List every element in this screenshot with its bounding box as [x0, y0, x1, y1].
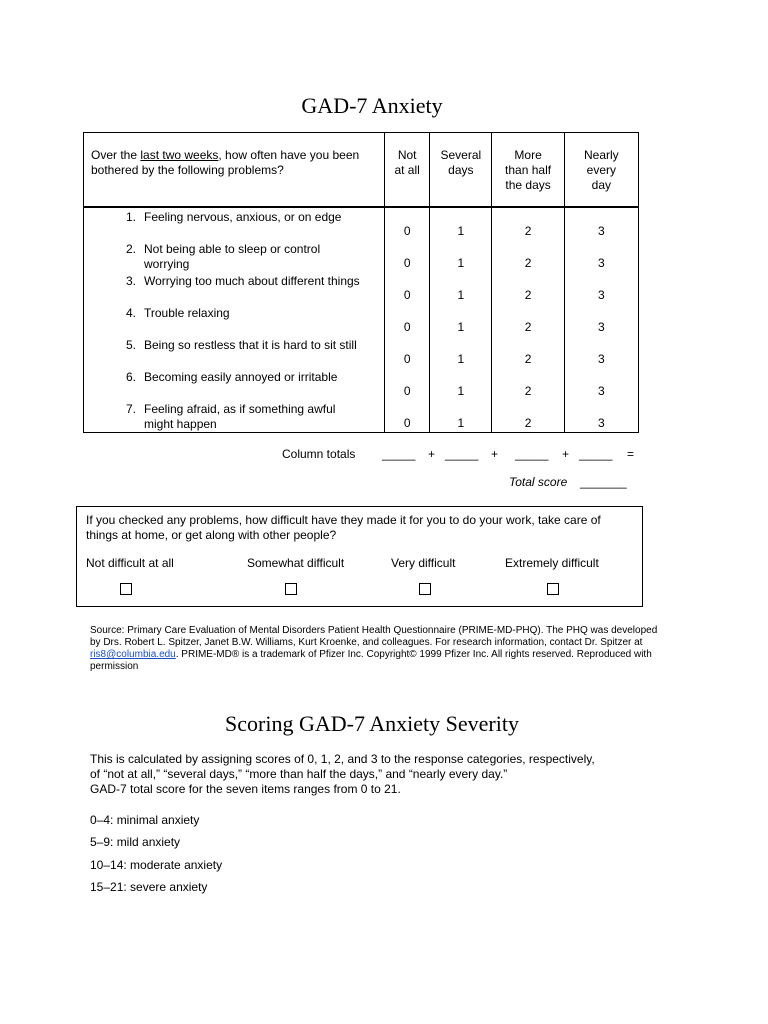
item-label: Being so restless that it is hard to sit still: [144, 338, 357, 352]
item-number: 2.: [125, 242, 136, 256]
item-question: [84, 336, 385, 368]
difficulty-option-not-difficult: Not difficult at all: [86, 556, 174, 570]
item-question: [84, 368, 385, 400]
score-option[interactable]: 0: [385, 336, 430, 368]
score-option[interactable]: 0: [385, 240, 430, 272]
score-option[interactable]: 3: [564, 400, 638, 433]
checkbox-not-difficult[interactable]: [120, 583, 132, 595]
item-question: [84, 272, 385, 304]
score-option[interactable]: 0: [385, 368, 430, 400]
plus-sign: +: [428, 447, 436, 461]
checkbox-very-difficult[interactable]: [419, 583, 431, 595]
score-option[interactable]: 1: [430, 304, 492, 336]
item-number: 3.: [125, 274, 136, 288]
score-option[interactable]: 0: [385, 272, 430, 304]
score-option[interactable]: 2: [492, 272, 564, 304]
difficulty-question: If you checked any problems, how difficult have they made it for you to do your work, take care of things at home, or get along with other people?: [86, 513, 601, 542]
email-link[interactable]: ris8@columbia.edu: [90, 649, 176, 660]
score-option[interactable]: 2: [492, 207, 564, 240]
table-row: [84, 240, 639, 272]
score-option[interactable]: 2: [492, 368, 564, 400]
severity-moderate: 10–14: moderate anxiety: [90, 858, 223, 872]
source-note: Source: Primary Care Evaluation of Mental Disorders Patient Health Questionnaire (PRIME-MD-PHQ). The PHQ was developed by Drs. Robert L. Spitzer, Janet B.W. Williams, Kurt Kroenke, and colleagues. For research information, contact Dr. Spitzer at ris8@columbia.edu. PRIME-MD® is a trademark of Pfizer Inc. Copyright© 1999 Pfizer Inc. All rights reserved. Reproduced with permission: [90, 625, 658, 672]
difficulty-option-somewhat: Somewhat difficult: [247, 556, 345, 570]
column-total-blank[interactable]: _____: [515, 447, 549, 461]
score-option[interactable]: 1: [430, 240, 492, 272]
column-header-several-days: Several days: [430, 133, 492, 208]
column-header-not-at-all: Not at all: [385, 133, 430, 208]
score-option[interactable]: 0: [385, 207, 430, 240]
column-header-nearly-every-day: Nearly every day: [564, 133, 638, 208]
scoring-title: Scoring GAD-7 Anxiety Severity: [225, 711, 519, 736]
table-row: [84, 336, 639, 368]
severity-minimal: 0–4: minimal anxiety: [90, 813, 200, 827]
table-header-row: [84, 133, 639, 208]
score-option[interactable]: 3: [564, 240, 638, 272]
score-option[interactable]: 2: [492, 336, 564, 368]
score-option[interactable]: 2: [492, 304, 564, 336]
score-option[interactable]: 3: [564, 207, 638, 240]
column-total-blank[interactable]: _____: [445, 447, 479, 461]
difficulty-option-extremely: Extremely difficult: [505, 556, 599, 570]
last-two-weeks-text: last two weeks: [140, 148, 219, 162]
total-score-label: Total score: [509, 475, 568, 489]
checkbox-somewhat-difficult[interactable]: [285, 583, 297, 595]
table-row: [84, 304, 639, 336]
item-label: Not being able to sleep or control worrying: [144, 242, 321, 271]
item-question: [84, 240, 385, 272]
total-score-blank[interactable]: _______: [580, 475, 627, 489]
score-option[interactable]: 1: [430, 368, 492, 400]
severity-severe: 15–21: severe anxiety: [90, 880, 208, 894]
item-number: 1.: [125, 210, 136, 224]
score-option[interactable]: 3: [564, 304, 638, 336]
item-label: Feeling nervous, anxious, or on edge: [144, 210, 342, 224]
score-option[interactable]: 1: [430, 400, 492, 433]
item-question: [84, 400, 385, 433]
item-number: 6.: [125, 370, 136, 384]
score-option[interactable]: 1: [430, 207, 492, 240]
item-question: [84, 207, 385, 240]
column-total-blank[interactable]: _____: [382, 447, 416, 461]
question-header: Over the last two weeks, how often have you been bothered by the following problems?: [84, 133, 385, 208]
gad7-table: [83, 132, 639, 433]
item-label: Becoming easily annoyed or irritable: [144, 370, 338, 384]
score-option[interactable]: 3: [564, 272, 638, 304]
difficulty-box: [76, 506, 643, 607]
score-option[interactable]: 3: [564, 368, 638, 400]
table-row: [84, 400, 639, 433]
score-option[interactable]: 2: [492, 400, 564, 433]
score-option[interactable]: 0: [385, 304, 430, 336]
plus-sign: +: [562, 447, 570, 461]
page-title: GAD-7 Anxiety: [301, 93, 443, 118]
equals-sign: =: [627, 447, 635, 461]
column-total-blank[interactable]: _____: [579, 447, 613, 461]
checkbox-extremely-difficult[interactable]: [547, 583, 559, 595]
score-option[interactable]: 0: [385, 400, 430, 433]
table-row: [84, 272, 639, 304]
item-label: Trouble relaxing: [144, 306, 230, 320]
item-number: 7.: [125, 402, 136, 416]
score-option[interactable]: 2: [492, 240, 564, 272]
item-number: 4.: [125, 306, 136, 320]
table-row: [84, 368, 639, 400]
item-number: 5.: [125, 338, 136, 352]
score-option[interactable]: 3: [564, 336, 638, 368]
item-label: Feeling afraid, as if something awful might happen: [144, 402, 336, 431]
severity-mild: 5–9: mild anxiety: [90, 835, 181, 849]
item-label: Worrying too much about different things: [144, 274, 360, 288]
column-totals-label: Column totals: [282, 447, 356, 461]
column-header-more-than-half: More than half the days: [492, 133, 564, 208]
score-option[interactable]: 1: [430, 336, 492, 368]
item-question: [84, 304, 385, 336]
difficulty-option-very: Very difficult: [391, 556, 456, 570]
plus-sign: +: [491, 447, 499, 461]
scoring-intro: This is calculated by assigning scores of 0, 1, 2, and 3 to the response categories, respectively, of “not at all,” “several days,” “more than half the days,” and “nearly every day.” GAD-7 total score for the seven items ranges from 0 to 21.: [90, 752, 595, 796]
table-row: [84, 207, 639, 240]
score-option[interactable]: 1: [430, 272, 492, 304]
